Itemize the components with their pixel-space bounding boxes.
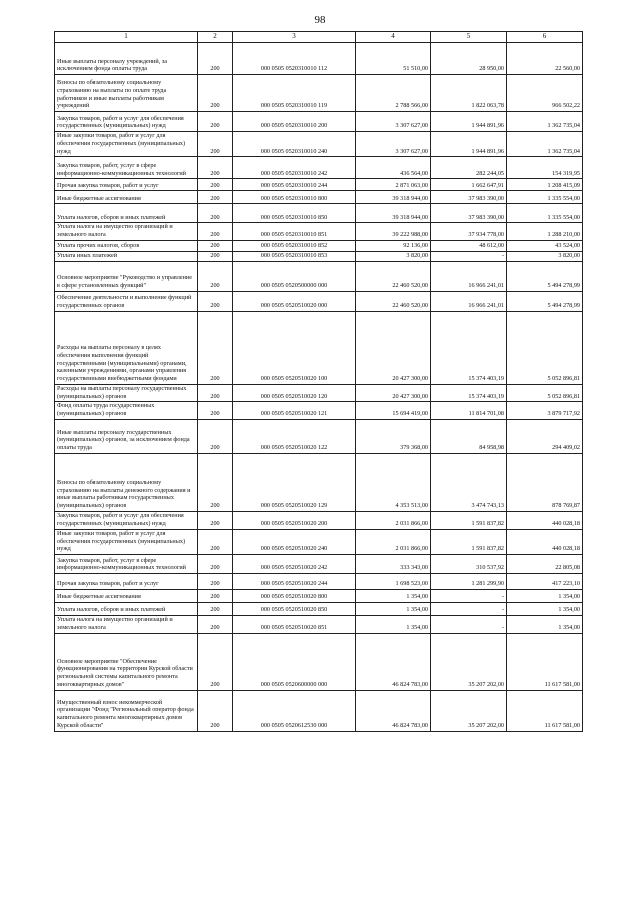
column-header: 3 xyxy=(233,32,356,43)
row-value-executed: 37 934 778,00 xyxy=(431,223,507,241)
row-code: 200 xyxy=(198,574,233,590)
row-budget-code: 000 0505 0520510020 200 xyxy=(233,511,356,529)
row-description: Уплата налогов, сборов и иных платежей xyxy=(55,204,198,223)
row-code: 200 xyxy=(198,311,233,384)
row-description: Взносы по обязательному социальному страхованию на выплаты денежного содержания и иные выплаты работникам государственных (муниципальных) органов xyxy=(55,453,198,511)
row-value-approved: 1 354,00 xyxy=(356,603,431,616)
table-row xyxy=(55,529,583,554)
row-value-remaining: 154 319,95 xyxy=(507,157,583,179)
row-value-approved: 1 698 523,00 xyxy=(356,574,431,590)
row-value-approved: 1 354,00 xyxy=(356,616,431,634)
row-value-executed: - xyxy=(431,251,507,261)
row-value-approved: 379 368,00 xyxy=(356,419,431,453)
row-description: Иные бюджетные ассигнования xyxy=(55,590,198,603)
row-budget-code: 000 0505 0520510020 120 xyxy=(233,384,356,402)
row-code: 200 xyxy=(198,690,233,731)
row-code: 200 xyxy=(198,251,233,261)
row-value-executed: 1 662 647,91 xyxy=(431,179,507,191)
row-budget-code: 000 0505 0520310010 242 xyxy=(233,157,356,179)
row-description: Уплата прочих налогов, сборов xyxy=(55,240,198,251)
row-description: Взносы по обязательному социальному страхованию на выплаты по оплате труда работников и иные выплаты работникам учреждений xyxy=(55,75,198,112)
row-code: 200 xyxy=(198,419,233,453)
row-value-executed: 37 983 390,00 xyxy=(431,204,507,223)
row-value-executed: 282 244,05 xyxy=(431,157,507,179)
row-code: 200 xyxy=(198,240,233,251)
row-value-remaining: 3 820,00 xyxy=(507,251,583,261)
row-budget-code: 000 0505 0520510020 122 xyxy=(233,419,356,453)
row-code: 200 xyxy=(198,204,233,223)
table-row xyxy=(55,112,583,132)
row-value-executed: 1 591 837,82 xyxy=(431,529,507,554)
row-value-approved: 2 788 566,00 xyxy=(356,75,431,112)
row-code: 200 xyxy=(198,603,233,616)
row-description: Обеспечение деятельности и выполнение функций государственных органов xyxy=(55,291,198,311)
row-value-remaining: 5 052 896,81 xyxy=(507,311,583,384)
row-value-remaining: 22 805,08 xyxy=(507,555,583,574)
table-row xyxy=(55,603,583,616)
row-budget-code: 000 0505 0520310010 851 xyxy=(233,223,356,241)
row-description: Прочая закупка товаров, работ и услуг xyxy=(55,179,198,191)
table-row xyxy=(55,616,583,634)
row-description: Уплата налога на имущество организаций и земельного налога xyxy=(55,616,198,634)
row-code: 200 xyxy=(198,402,233,420)
column-header: 1 xyxy=(55,32,198,43)
row-value-executed: - xyxy=(431,616,507,634)
table-row xyxy=(55,453,583,511)
row-value-remaining: 878 769,87 xyxy=(507,453,583,511)
table-row xyxy=(55,240,583,251)
row-code: 200 xyxy=(198,157,233,179)
row-budget-code: 000 0505 0520510020 800 xyxy=(233,590,356,603)
table-row xyxy=(55,43,583,75)
row-value-remaining: 1 208 415,09 xyxy=(507,179,583,191)
table-row xyxy=(55,75,583,112)
table-row xyxy=(55,419,583,453)
row-budget-code: 000 0505 0520612530 000 xyxy=(233,690,356,731)
row-code: 200 xyxy=(198,112,233,132)
row-code: 200 xyxy=(198,179,233,191)
row-description: Уплата налогов, сборов и иных платежей xyxy=(55,603,198,616)
row-description: Иные закупки товаров, работ и услуг для обеспечения государственных (муниципальных) нужд xyxy=(55,529,198,554)
row-description: Основное мероприятие "Руководство и управление в сфере установленных функций" xyxy=(55,261,198,291)
row-value-approved: 2 871 063,00 xyxy=(356,179,431,191)
page-number: 98 xyxy=(314,14,326,26)
row-value-executed: - xyxy=(431,603,507,616)
row-budget-code: 000 0505 0520310010 850 xyxy=(233,204,356,223)
row-value-approved: 2 031 866,00 xyxy=(356,529,431,554)
row-value-remaining: 1 362 735,04 xyxy=(507,132,583,157)
row-code: 200 xyxy=(198,633,233,690)
row-description: Фонд оплаты труда государственных (муниципальных) органов xyxy=(55,402,198,420)
row-value-executed: 11 814 701,08 xyxy=(431,402,507,420)
row-value-remaining: 1 354,00 xyxy=(507,603,583,616)
row-budget-code: 000 0505 0520510020 129 xyxy=(233,453,356,511)
row-code: 200 xyxy=(198,453,233,511)
row-budget-code: 000 0505 0520510020 850 xyxy=(233,603,356,616)
column-header: 4 xyxy=(356,32,431,43)
row-budget-code: 000 0505 0520310010 244 xyxy=(233,179,356,191)
row-value-executed: 1 281 299,90 xyxy=(431,574,507,590)
row-value-approved: 2 031 866,00 xyxy=(356,511,431,529)
row-value-remaining: 11 617 581,00 xyxy=(507,690,583,731)
row-value-executed: 1 822 063,78 xyxy=(431,75,507,112)
row-budget-code: 000 0505 0520510020 000 xyxy=(233,291,356,311)
row-code: 200 xyxy=(198,223,233,241)
row-value-approved: 92 136,00 xyxy=(356,240,431,251)
row-value-executed: 84 958,98 xyxy=(431,419,507,453)
row-description: Расходы на выплаты персоналу государственных (муниципальных) органов xyxy=(55,384,198,402)
row-value-approved: 39 222 988,00 xyxy=(356,223,431,241)
row-description: Иные выплаты персоналу государственных (муниципальных) органов, за исключением фонда оплаты труда xyxy=(55,419,198,453)
row-code: 200 xyxy=(198,616,233,634)
row-code: 200 xyxy=(198,43,233,75)
column-header: 5 xyxy=(431,32,507,43)
row-value-remaining: 1 362 735,04 xyxy=(507,112,583,132)
row-code: 200 xyxy=(198,529,233,554)
row-value-remaining: 22 560,00 xyxy=(507,43,583,75)
row-value-remaining: 11 617 581,00 xyxy=(507,633,583,690)
table-row xyxy=(55,157,583,179)
row-budget-code: 000 0505 0520510020 100 xyxy=(233,311,356,384)
row-budget-code: 000 0505 0520310010 119 xyxy=(233,75,356,112)
row-description: Имущественный взнос некоммерческой организации "Фонд "Региональный оператор фонда капитального ремонта многоквартирных домов Курской области" xyxy=(55,690,198,731)
row-budget-code: 000 0505 0520310010 200 xyxy=(233,112,356,132)
table-row xyxy=(55,191,583,204)
row-value-approved: 436 564,00 xyxy=(356,157,431,179)
row-code: 200 xyxy=(198,511,233,529)
table-row xyxy=(55,384,583,402)
row-value-executed: 1 591 837,82 xyxy=(431,511,507,529)
table-row xyxy=(55,402,583,420)
row-value-approved: 15 694 419,00 xyxy=(356,402,431,420)
row-value-executed: 35 207 202,00 xyxy=(431,633,507,690)
row-description: Закупка товаров, работ и услуг для обеспечения государственных (муниципальных) нужд xyxy=(55,511,198,529)
table-row xyxy=(55,204,583,223)
row-budget-code: 000 0505 0520500000 000 xyxy=(233,261,356,291)
table-row xyxy=(55,511,583,529)
row-description: Иные выплаты персоналу учреждений, за исключением фонда оплаты труда xyxy=(55,43,198,75)
row-value-remaining: 1 354,00 xyxy=(507,616,583,634)
row-value-executed: 16 966 241,01 xyxy=(431,291,507,311)
row-value-approved: 22 460 520,00 xyxy=(356,261,431,291)
row-value-remaining: 5 052 896,81 xyxy=(507,384,583,402)
row-value-remaining: 294 409,02 xyxy=(507,419,583,453)
row-value-approved: 51 510,00 xyxy=(356,43,431,75)
row-value-remaining: 1 288 210,00 xyxy=(507,223,583,241)
row-budget-code: 000 0505 0520310010 852 xyxy=(233,240,356,251)
row-value-remaining: 966 502,22 xyxy=(507,75,583,112)
row-budget-code: 000 0505 0520310010 112 xyxy=(233,43,356,75)
row-budget-code: 000 0505 0520510020 242 xyxy=(233,555,356,574)
row-code: 200 xyxy=(198,132,233,157)
row-code: 200 xyxy=(198,555,233,574)
row-value-remaining: 43 524,00 xyxy=(507,240,583,251)
row-value-approved: 46 824 783,00 xyxy=(356,633,431,690)
row-description: Иные бюджетные ассигнования xyxy=(55,191,198,204)
row-code: 200 xyxy=(198,261,233,291)
row-value-approved: 333 343,00 xyxy=(356,555,431,574)
row-value-executed: 1 944 891,96 xyxy=(431,132,507,157)
row-value-remaining: 5 494 278,99 xyxy=(507,261,583,291)
row-budget-code: 000 0505 0520310010 800 xyxy=(233,191,356,204)
row-description: Иные закупки товаров, работ и услуг для обеспечения государственных (муниципальных) нужд xyxy=(55,132,198,157)
table-row xyxy=(55,179,583,191)
row-value-executed: 1 944 891,96 xyxy=(431,112,507,132)
row-description: Уплата налога на имущество организаций и земельного налога xyxy=(55,223,198,241)
row-value-approved: 46 824 783,00 xyxy=(356,690,431,731)
row-code: 200 xyxy=(198,590,233,603)
table-row xyxy=(55,590,583,603)
row-value-executed: 16 966 241,01 xyxy=(431,261,507,291)
row-value-approved: 22 460 520,00 xyxy=(356,291,431,311)
row-value-approved: 3 307 627,00 xyxy=(356,132,431,157)
row-value-executed: 15 374 403,19 xyxy=(431,384,507,402)
table-row xyxy=(55,261,583,291)
row-budget-code: 000 0505 0520510020 121 xyxy=(233,402,356,420)
table-row xyxy=(55,574,583,590)
row-value-executed: 3 474 743,13 xyxy=(431,453,507,511)
table-row xyxy=(55,555,583,574)
row-value-remaining: 3 879 717,92 xyxy=(507,402,583,420)
table-row xyxy=(55,633,583,690)
row-value-remaining: 440 028,18 xyxy=(507,511,583,529)
row-value-executed: 35 207 202,00 xyxy=(431,690,507,731)
row-value-executed: 15 374 403,19 xyxy=(431,311,507,384)
row-value-approved: 20 427 300,00 xyxy=(356,384,431,402)
row-code: 200 xyxy=(198,291,233,311)
row-budget-code: 000 0505 0520600000 000 xyxy=(233,633,356,690)
header-row xyxy=(55,32,583,43)
row-code: 200 xyxy=(198,384,233,402)
row-value-executed: 310 537,92 xyxy=(431,555,507,574)
row-value-approved: 4 353 513,00 xyxy=(356,453,431,511)
row-code: 200 xyxy=(198,75,233,112)
row-description: Основное мероприятие "Обеспечение функционирования на территории Курской области региональной системы капитального ремонта многоквартирных домов" xyxy=(55,633,198,690)
row-description: Прочая закупка товаров, работ и услуг xyxy=(55,574,198,590)
row-value-approved: 1 354,00 xyxy=(356,590,431,603)
row-budget-code: 000 0505 0520510020 240 xyxy=(233,529,356,554)
row-value-approved: 3 820,00 xyxy=(356,251,431,261)
row-budget-code: 000 0505 0520510020 244 xyxy=(233,574,356,590)
row-description: Закупка товаров, работ, услуг в сфере информационно-коммуникационных технологий xyxy=(55,555,198,574)
table-row xyxy=(55,690,583,731)
table-row xyxy=(55,132,583,157)
row-value-executed: 48 612,00 xyxy=(431,240,507,251)
row-code: 200 xyxy=(198,191,233,204)
row-description: Уплата иных платежей xyxy=(55,251,198,261)
row-value-remaining: 1 335 554,00 xyxy=(507,191,583,204)
row-value-approved: 20 427 300,00 xyxy=(356,311,431,384)
row-value-executed: 28 950,00 xyxy=(431,43,507,75)
row-description: Расходы на выплаты персоналу в целях обеспечения выполнения функций государственными (муниципальными) органами, казенными учреждениями, органами управления государственными внебюджетными фондами xyxy=(55,311,198,384)
row-description: Закупка товаров, работ и услуг для обеспечения государственных (муниципальных) нужд xyxy=(55,112,198,132)
row-value-remaining: 417 223,10 xyxy=(507,574,583,590)
row-description: Закупка товаров, работ, услуг в сфере информационно-коммуникационных технологий xyxy=(55,157,198,179)
column-header: 6 xyxy=(507,32,583,43)
row-value-approved: 39 318 944,00 xyxy=(356,204,431,223)
row-budget-code: 000 0505 0520510020 851 xyxy=(233,616,356,634)
row-value-remaining: 440 028,18 xyxy=(507,529,583,554)
row-value-executed: 37 983 390,00 xyxy=(431,191,507,204)
row-value-approved: 39 318 944,00 xyxy=(356,191,431,204)
row-value-executed: - xyxy=(431,590,507,603)
table-row xyxy=(55,223,583,241)
row-budget-code: 000 0505 0520310010 853 xyxy=(233,251,356,261)
table-row xyxy=(55,311,583,384)
row-value-remaining: 1 354,00 xyxy=(507,590,583,603)
table-row xyxy=(55,291,583,311)
table-row xyxy=(55,251,583,261)
row-value-remaining: 5 494 278,99 xyxy=(507,291,583,311)
row-value-approved: 3 307 627,00 xyxy=(356,112,431,132)
row-budget-code: 000 0505 0520310010 240 xyxy=(233,132,356,157)
row-value-remaining: 1 335 554,00 xyxy=(507,204,583,223)
budget-table xyxy=(54,31,583,732)
column-header: 2 xyxy=(198,32,233,43)
